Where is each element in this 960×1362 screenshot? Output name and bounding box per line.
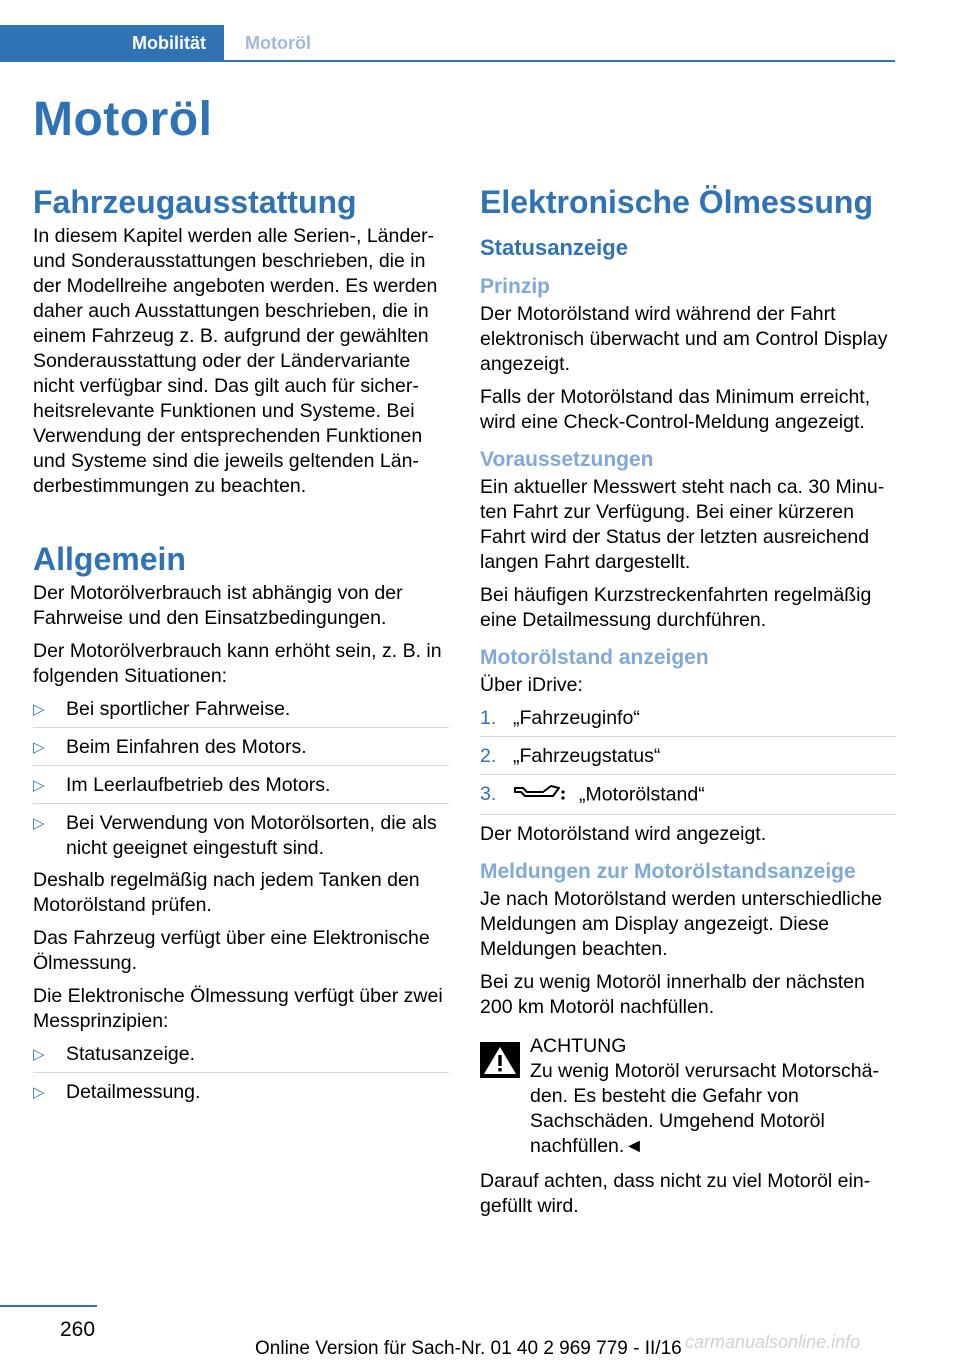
right-column <box>480 180 896 1227</box>
subheading-anzeigen: Motorölstand anzeigen <box>480 646 709 669</box>
paragraph-voraussetzungen-2: Bei häufigen Kurzstreckenfahrten regelmäßig eine Detailmessung durchführen. <box>480 584 872 631</box>
tab-motoroel[interactable]: Motoröl <box>245 33 311 53</box>
oil-can-icon <box>513 782 565 809</box>
paragraph-pruefen: Deshalb regelmäßig nach jedem Tanken den Motorölstand prüfen. <box>33 869 420 916</box>
triangle-bullet-icon: ▷ <box>33 815 45 832</box>
subheading-prinzip: Prinzip <box>480 275 551 298</box>
page-number-rule <box>0 1305 97 1307</box>
page-number: 260 <box>60 1318 96 1341</box>
list-item: ▷ Bei Verwendung von Motorölsorten, die als nicht geeignet eingestuft sind. <box>33 812 437 859</box>
paragraph-prinzip-2: Falls der Motorölstand das Minimum erreicht, wird eine Check-Control-Meldung angezeigt. <box>480 386 871 433</box>
list-item: 1. „Fahrzeuginfo“ <box>480 706 896 737</box>
paragraph-ausstattung: In diesem Kapitel werden alle Serien-, Länder- und Sonderausstattungen beschrieben, die in der Modellreihe angeboten werden. Es werden daher auch Ausstattungen beschrieben, die in einem Fahrzeug z. B. aufgrund der gewählten Sonderausstattung oder der Ländervariante nicht verfügbar sind. Das gilt auch für sicherheitsrelevante Funktionen und Systeme. Bei Verwendung der entsprechenden Funktionen und Systeme sind die jeweils geltenden Länderbestimmungen zu beachten. <box>33 225 438 497</box>
paragraph-verbrauch: Der Motorölverbrauch ist abhängig von der Fahrweise und den Einsatzbedingungen. <box>33 582 403 629</box>
left-column <box>33 180 449 1112</box>
header-rule <box>0 60 895 62</box>
paragraph-situationen: Der Motorölverbrauch kann erhöht sein, z. B. in folgenden Situationen: <box>33 640 442 687</box>
paragraph-meldungen-2: Bei zu wenig Motoröl innerhalb der nächsten 200 km Motoröl nachfüllen. <box>480 971 865 1018</box>
list-item: ▷ Statusanzeige. <box>33 1042 449 1073</box>
paragraph-angezeigt: Der Motorölstand wird angezeigt. <box>480 823 767 845</box>
paragraph-prinzip-1: Der Motorölstand wird während der Fahrt elektronisch überwacht und am Control Display angezeigt. <box>480 303 888 375</box>
list-item: ▷ Im Leerlaufbetrieb des Motors. <box>33 773 449 804</box>
idrive-steps <box>480 706 896 815</box>
list-item: 3. „Motorölstand“ <box>480 782 896 815</box>
subheading-meldungen: Meldungen zur Motorölstandsanzeige <box>480 860 856 883</box>
paragraph-voraussetzungen-1: Ein aktueller Messwert steht nach ca. 30 Minuten Fahrt zur Verfügung. Bei einer kürzeren Fahrt wird der Status der letzten ausreichend langen Fahrt dargestellt. <box>480 476 885 573</box>
list-item: 2. „Fahrzeugstatus“ <box>480 744 896 775</box>
section-heading-elektronische-oelmessung: Elektronische Ölmessung <box>480 184 874 220</box>
section-heading-allgemein: Allgemein <box>33 541 186 577</box>
principles-list <box>33 1042 449 1105</box>
tab-mobilitaet[interactable] <box>0 25 224 62</box>
list-item: ▷ Beim Einfahren des Motors. <box>33 735 449 766</box>
list-item: ▷ Bei sportlicher Fahrweise. <box>33 697 449 728</box>
footer-online-version: Online Version für Sach-Nr. 01 40 2 969 779 - II/16 <box>255 1338 682 1359</box>
triangle-bullet-icon: ▷ <box>33 739 45 756</box>
paragraph-messprinzipien: Die Elektronische Ölmessung verfügt über zwei Messprinzipien: <box>33 985 443 1032</box>
triangle-bullet-icon: ▷ <box>33 1046 45 1063</box>
situations-list <box>33 697 449 861</box>
list-item: ▷ Detailmessung. <box>33 1081 201 1103</box>
watermark: carmanualsonline.info <box>685 1332 861 1352</box>
warning-label: ACHTUNG <box>530 1035 627 1057</box>
triangle-bullet-icon: ▷ <box>33 1084 45 1101</box>
tab-mobilitaet-label: Mobilität <box>132 33 206 53</box>
triangle-bullet-icon: ▷ <box>33 777 45 794</box>
section-heading-fahrzeugausstattung: Fahrzeugausstattung <box>33 184 357 220</box>
paragraph-nicht-zu-viel: Darauf achten, dass nicht zu viel Motoröl eingefüllt wird. <box>480 1170 871 1217</box>
warning-box <box>480 1034 896 1159</box>
paragraph-idrive: Über iDrive: <box>480 674 583 696</box>
subheading-statusanzeige: Statusanzeige <box>480 235 628 260</box>
triangle-bullet-icon: ▷ <box>33 701 45 718</box>
paragraph-meldungen-1: Je nach Motorölstand werden unterschiedliche Meldungen am Display angezeigt. Diese Meldungen beachten. <box>480 888 883 960</box>
warning-text: Zu wenig Motoröl verursacht Motorschäden. Es besteht die Gefahr von Sachschäden. Umgehend Motoröl nachfüllen.◄ <box>530 1060 879 1157</box>
paragraph-oelmessung: Das Fahrzeug verfügt über eine Elektronische Ölmessung. <box>33 927 430 974</box>
warning-triangle-icon <box>480 1042 520 1085</box>
page-title: Motoröl <box>33 93 213 146</box>
subheading-voraussetzungen: Voraussetzungen <box>480 448 654 471</box>
